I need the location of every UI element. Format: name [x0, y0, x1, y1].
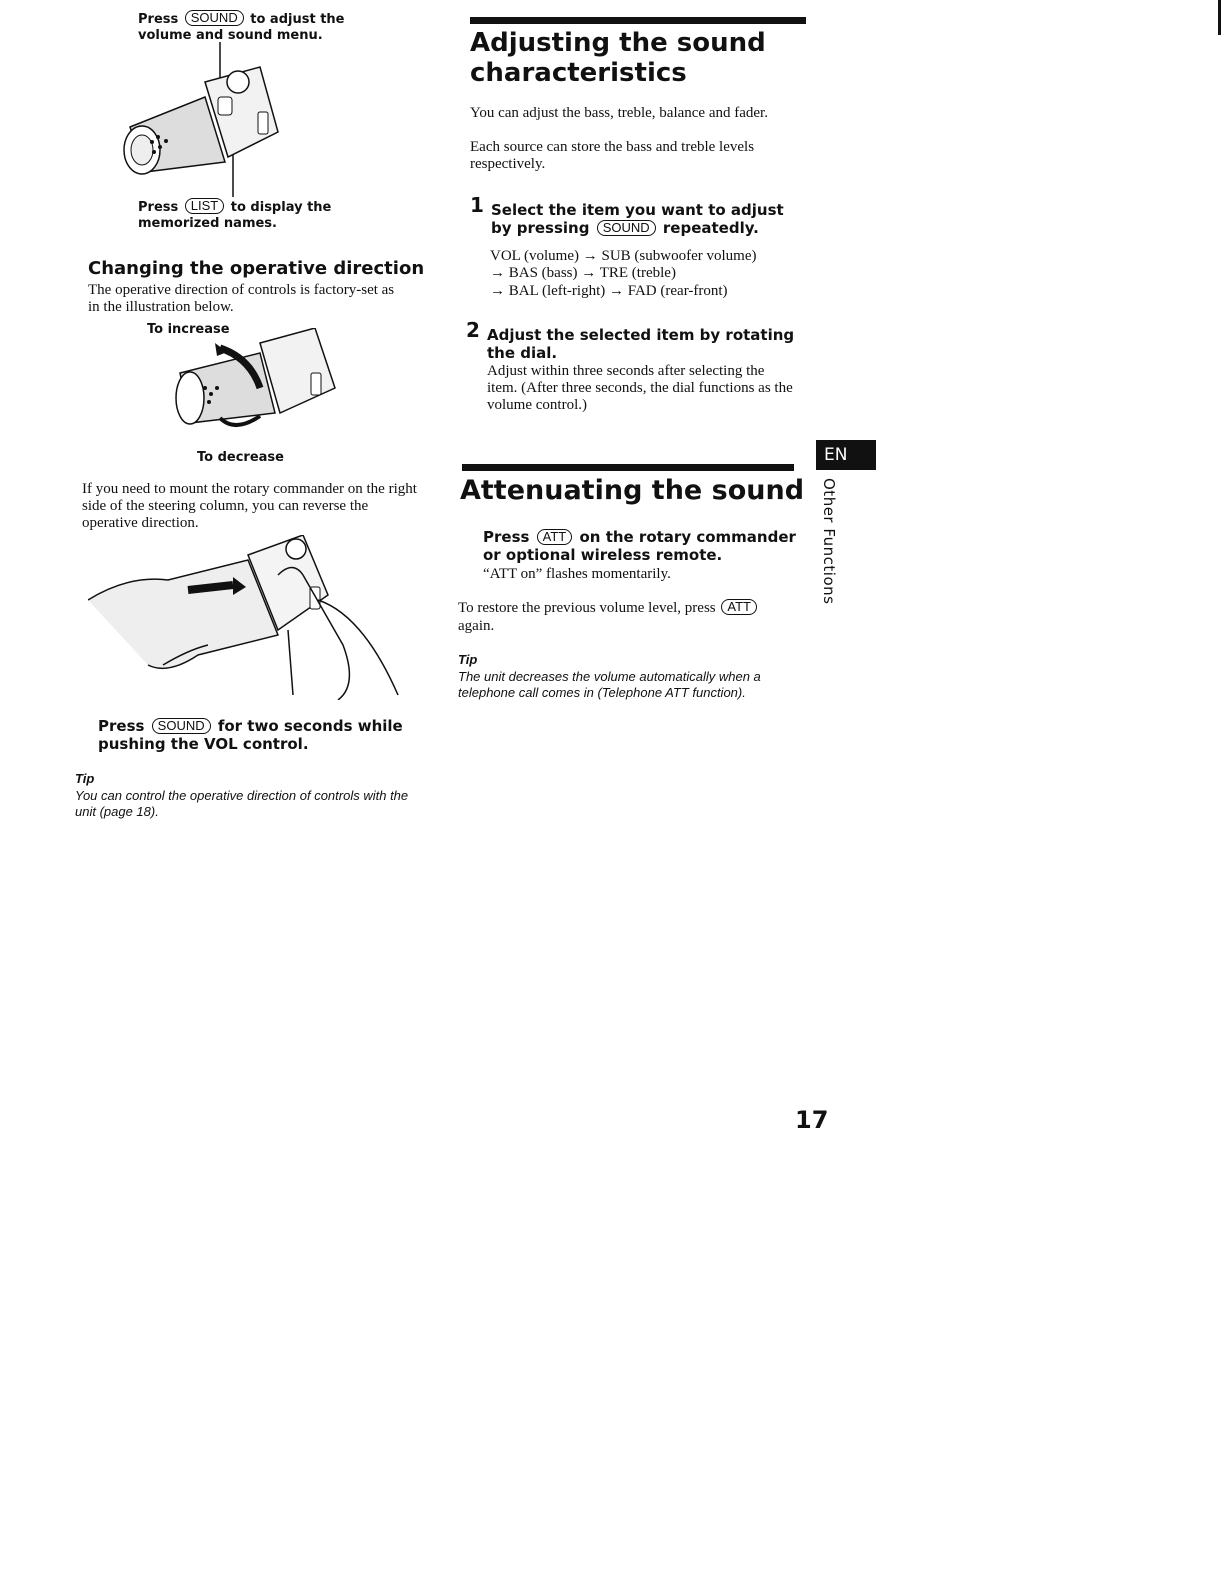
press-list-caption: Press LIST to display the memorized names. [138, 198, 332, 231]
step-1-text: Select the item you want to adjust by pressing SOUND repeatedly. [491, 201, 784, 237]
attenuating-heading: Attenuating the sound [460, 475, 805, 506]
step-2-body: Adjust within three seconds after selecting the item. (After three seconds, the dial functions as the volume control.) [487, 363, 793, 413]
sequence-line-1: VOL (volume) → SUB (subwoofer volume) [490, 248, 757, 264]
to-decrease-label: To decrease [197, 450, 284, 465]
sound-key-label-3: SOUND [597, 220, 656, 236]
att-restore-text: To restore the previous volume level, press ATT again. [458, 599, 778, 635]
att-flash-text: “ATT on” flashes momentarily. [483, 566, 671, 582]
changing-direction-body: The operative direction of controls is factory-set as in the illustration below. [88, 282, 395, 315]
sequence-line-3: → BAL (left-right) → FAD (rear-front) [490, 283, 728, 299]
rotary-direction-illustration [165, 328, 345, 448]
att-key-label: ATT [537, 529, 573, 545]
right-tip-label: Tip [458, 652, 478, 667]
scan-edge-line [1218, 0, 1221, 35]
to-increase-label: To increase [147, 322, 230, 337]
reverse-direction-hand-illustration [88, 535, 408, 700]
press-sound-two-seconds: Press SOUND for two seconds while pushing the VOL control. [98, 717, 403, 753]
adjust-heading: Adjusting the sound characteristics [470, 28, 766, 88]
adjust-intro-2: Each source can store the bass and treble levels respectively. [470, 139, 755, 172]
language-tab-label: EN [824, 445, 848, 465]
press-sound-caption: Press SOUND to adjust the volume and sound menu. [138, 10, 345, 43]
changing-direction-heading: Changing the operative direction [88, 258, 425, 279]
att-key-label-2: ATT [721, 599, 757, 615]
left-tip-body: You can control the operative direction of controls with the unit (page 18). [75, 788, 409, 819]
mount-body: If you need to mount the rotary commander on the right side of the steering column, you can reverse the operative direction. [82, 481, 417, 531]
list-key-label: LIST [185, 198, 224, 214]
step-2-number: 2 [466, 318, 480, 342]
section-side-label: Other Functions [820, 478, 838, 605]
attenuating-heading-rule [462, 464, 794, 471]
adjust-heading-rule [470, 17, 806, 24]
step-1-number: 1 [470, 193, 484, 217]
step-2-text: Adjust the selected item by rotating the dial. [487, 326, 795, 362]
sequence-line-2: → BAS (bass) → TRE (treble) [490, 265, 676, 281]
right-tip-body: The unit decreases the volume automatically when a telephone call comes in (Telephone ATT function). [458, 669, 761, 700]
sound-key-label: SOUND [185, 10, 244, 26]
sound-key-label-2: SOUND [152, 718, 211, 734]
adjust-intro-1: You can adjust the bass, treble, balance and fader. [470, 105, 768, 121]
att-step-text: Press ATT on the rotary commander or optional wireless remote. [483, 528, 796, 564]
rotary-commander-illustration-top [110, 42, 290, 202]
language-tab [816, 440, 876, 470]
page-number: 17 [795, 1106, 829, 1134]
left-tip-label: Tip [75, 771, 95, 786]
